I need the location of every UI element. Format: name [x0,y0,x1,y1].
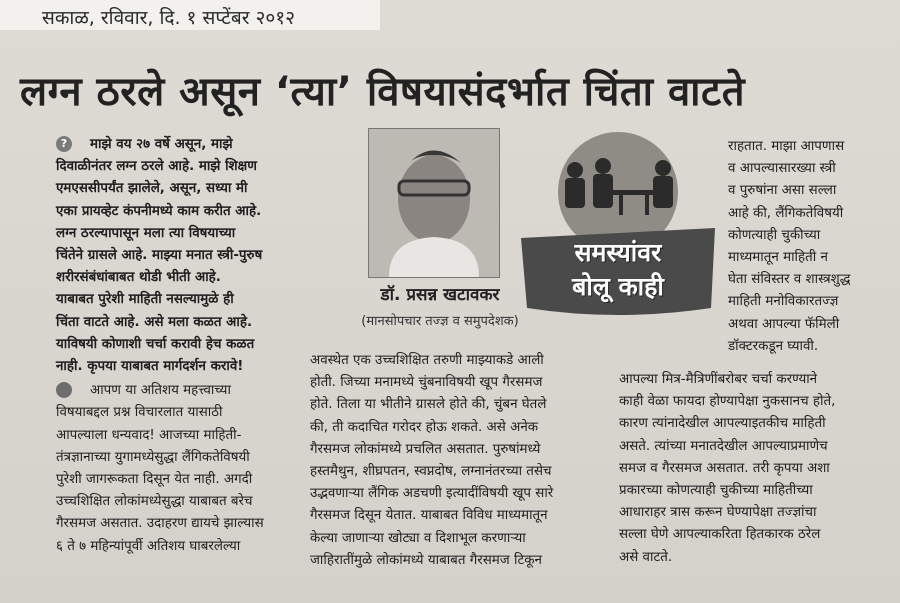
text-line: कोणत्याही चुकीच्या [728,227,821,243]
author-portrait-image [369,129,499,277]
column-logo-text [525,236,711,304]
text-line: काही वेळा फायदा होण्यापेक्षा नुकसानच होते, [619,394,836,410]
right-narrow-column [728,136,876,358]
text-line: गैरसमज दिसून येतात. याबाबत विविध माध्यमातून [310,508,548,524]
text-line: डॉक्टरकडून घ्यावी. [728,338,819,354]
left-column [56,134,282,558]
masthead-date: सकाळ, रविवार, दि. १ सप्टेंबर २०१२ [42,7,296,29]
text-line: राहतात. माझा आपणास [728,139,845,154]
text-line: नाही. कृपया याबाबत मार्गदर्शन करावे! [56,359,244,375]
text-line: एमएससीपर्यंत झालेले, असून, सध्या मी [56,181,248,197]
text-line: चिंता वाटते आहे. असे मला कळत आहे. [56,314,253,330]
text-line: ६ ते ७ महिन्यांपूर्वी अतिशय घाबरलेल्या [56,538,241,554]
middle-column [310,350,610,572]
text-line: पुरेशी जागरूकता दिसून येत नाही. अगदी [56,472,253,488]
text-line: विषयाबद्दल प्रश्न विचारलात यासाठी [56,405,223,421]
text-line: याबाबत पुरेशी माहिती नसल्यामुळे ही [56,292,234,308]
text-line: उद्भवणाऱ्या लैंगिक अडचणी इत्यादींविषयी खूप सारे [310,486,554,502]
text-line [56,134,282,156]
article-headline: लग्न ठरले असून ‘त्या’ विषयासंदर्भात चिंता वाटते [20,69,746,115]
text-line: होते. तिला या भीतीने ग्रासले होते की, चुंबन घेतले [310,397,547,413]
text-line: लग्न ठरल्यापासून मला त्या विषयाच्या [56,225,236,241]
column-logo-line1: समस्यांवर [574,238,662,267]
text-line: आपल्याला धन्यवाद! आजच्या माहिती- [56,427,242,443]
text-line: गैरसमज लोकांमध्ये प्रचलित असतात. पुरुषांमध्ये [310,441,541,457]
text-line: माहिती मनोविकारतज्ज्ञ [728,294,839,310]
text-line: घेता संविस्तर व शास्त्रशुद्ध [728,272,851,288]
text-line: चिंतेने ग्रासले आहे. माझ्या मनात स्त्री-पुरुष [56,248,263,264]
text-line-content: माझे वय २७ वर्षे असून, माझे [90,137,233,152]
text-line: जाहिरातींमुळे लोकांमध्ये याबाबत गैरसमज टिकून [310,552,542,568]
text-line: अथवा आपल्या फॅमिली [728,316,840,332]
text-line: कारण त्यांनादेखील आपल्याइतकीच माहिती [619,416,826,432]
text-line: होती. जिच्या मनामध्ये चुंबनाविषयी खूप गैरसमज [310,375,543,391]
text-line: आधाराहर त्रास करून घेण्यापेक्षा तज्ज्ञांचा [619,505,817,521]
text-line: तंत्रज्ञानाच्या युगामध्येसुद्धा लैंगिकतेविषयी [56,449,250,465]
author-photo [368,128,500,278]
text-line: माध्यमातून माहिती न [728,250,828,266]
text-line: की, ती कदाचित गरोदर होऊ शकते. असे अनेक [310,419,539,435]
text-line: आपल्या मित्र-मैत्रिणींबरोबर चर्चा करण्याने [619,372,818,387]
question-block [56,134,282,378]
text-line: दिवाळीनंतर लग्न ठरले आहे. माझे शिक्षण [56,159,257,175]
column-logo-line2: बोलू काही [572,272,664,301]
right-wide-column [619,369,876,569]
author-name: डॉ. प्रसन्न खटावकर [380,285,500,305]
text-line: उच्चशिक्षित लोकांमध्येसुद्धा याबाबत बरेच [56,494,253,510]
text-line: आहे की, लैंगिकतेविषयी [728,205,844,221]
text-line: व पुरुषांना असा सल्ला [728,183,837,199]
question-mark-icon: ? [56,136,72,152]
text-line: याविषयी कोणाशी चर्चा करावी हेच कळत [56,336,255,352]
text-line: असे वाटते. [619,549,673,565]
text-line: समज व गैरसमज असतात. तरी कृपया अशा [619,460,830,476]
author-byline [340,282,540,329]
text-line: प्रकारच्या कोणत्याही चुकीच्या माहितीच्या [619,483,813,499]
masthead-strip [0,0,380,30]
text-line [56,380,282,402]
text-line: गैरसमज असतात. उदाहरण द्यायचे झाल्यास [56,516,264,532]
text-line: अवस्थेत एक उच्चशिक्षित तरुणी माझ्याकडे आली [310,353,544,368]
text-line: एका प्रायव्हेट कंपनीमध्ये काम करीत आहे. [56,203,262,219]
text-line: केल्या जाणाऱ्या खोट्या व दिशाभूल करणाऱ्या [310,530,526,546]
answer-mark-icon [56,382,72,398]
text-line: शरीरसंबंधांबाबत थोडी भीती आहे. [56,270,221,286]
answer-block [56,380,282,558]
author-role: (मानसोपचार तज्ज्ञ व समुपदेशक) [361,314,519,329]
text-line-content: आपण या अतिशय महत्त्वाच्या [90,383,231,399]
text-line: असते. त्यांच्या मनातदेखील आपल्याप्रमाणेच [619,438,828,454]
text-line: सल्ला घेणे आपल्याकरिता हितकारक ठरेल [619,527,821,543]
text-line: व आपल्यासारख्या स्त्री [728,161,836,177]
text-line: हस्तमैथुन, शीघ्रपतन, स्वप्नदोष, लग्नानंतरच्या तसेच [310,464,552,480]
